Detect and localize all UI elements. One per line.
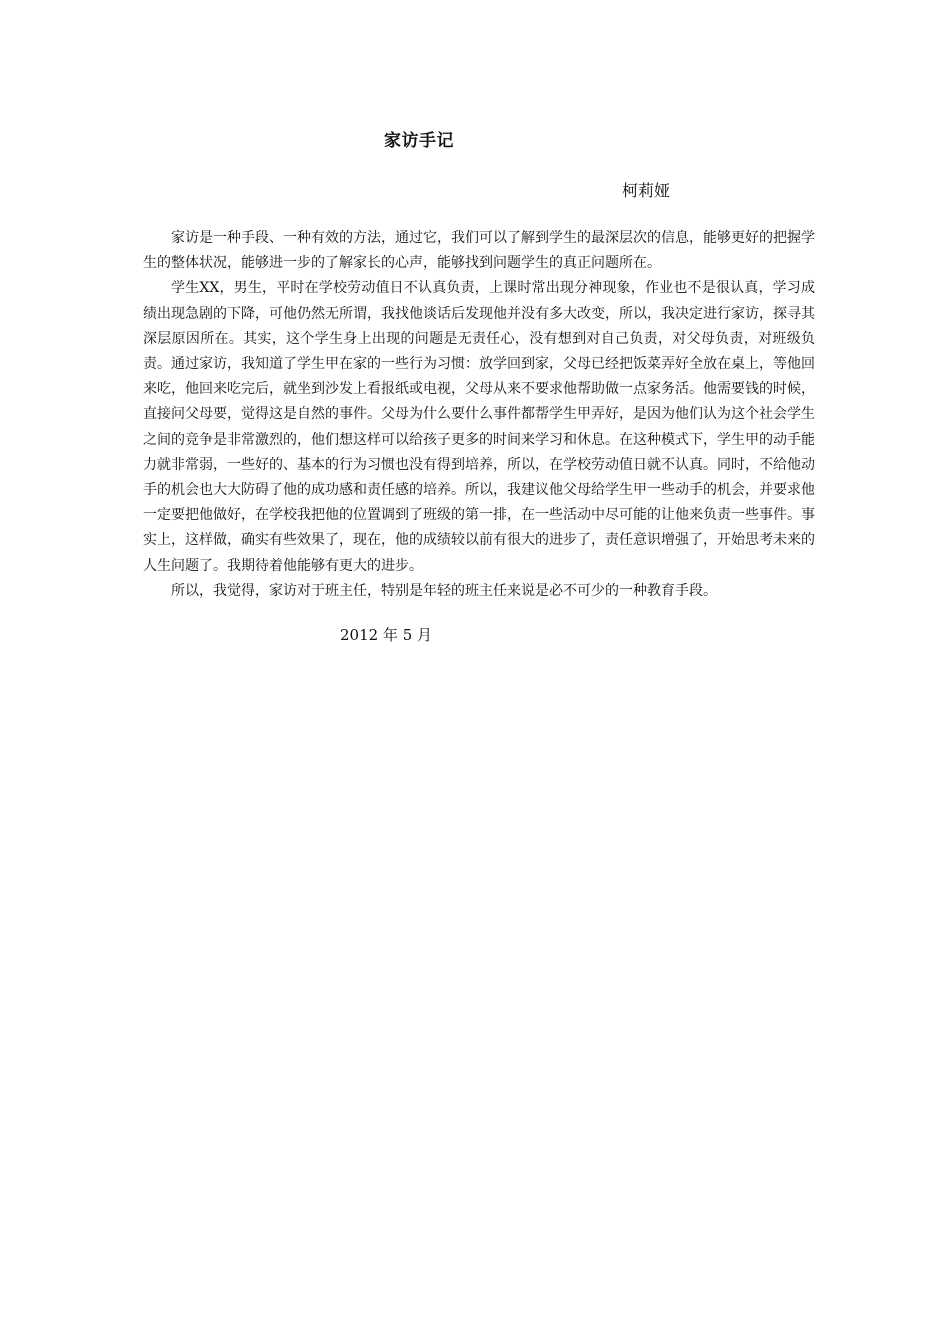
document-date: 2012 年 5 月 (340, 626, 433, 644)
paragraph: 家访是一种手段、一种有效的方法，通过它，我们可以了解到学生的最深层次的信息，能够更好的把握学生的整体状况，能够进一步的了解家长的心声，能够找到问题学生的真正问题所在。 (143, 230, 815, 272)
paragraph: 所以，我觉得，家访对于班主任，特别是年轻的班主任来说是必不可少的一种教育手段。 (171, 582, 717, 599)
document-title: 家访手记 (384, 131, 454, 151)
paragraph: 学生XX，男生，平时在学校劳动值日不认真负责，上课时常出现分神现象，作业也不是很认真，学习成绩出现急剧的下降，可他仍然无所谓，我找他谈话后发现他并没有多大改变，所以，我决定进行家访，探寻其深层原因所在。其实，这个学生身上出现的问题是无责任心，没有想到对自己负责，对父母负责，对班级负责。通过家访，我知道了学生甲在家的一些行为习惯：放学回到家，父母已经把饭菜弄好全放在桌上，等他回来吃，他回来吃完后，就坐到沙发上看报纸或电视，父母从来不要求他帮助做一点家务活。他需要钱的时候，直接问父母要，觉得这是自然的事件。父母为什么要什么事件都帮学生甲弄好，是因为他们认为这个社会学生之间的竞争是非常激烈的，他们想这样可以给孩子更多的时间来学习和休息。在这种模式下，学生甲的动手能力就非常弱，一些好的、基本的行为习惯也没有得到培养，所以，在学校劳动值日就不认真。同时，不给他动手的机会也大大防碍了他的成功感和责任感的培养。所以，我建议他父母给学生甲一些动手的机会，并要求他一定要把他做好，在学校我把他的位置调到了班级的第一排，在一些活动中尽可能的让他来负责一些事件。事实上，这样做，确实有些效果了，现在，他的成绩较以前有很大的进步了，责任意识增强了，开始思考未来的人生问题了。我期待着他能够有更大的进步。 (143, 280, 815, 574)
document-body (143, 226, 815, 604)
author-name: 柯莉娅 (622, 181, 671, 200)
